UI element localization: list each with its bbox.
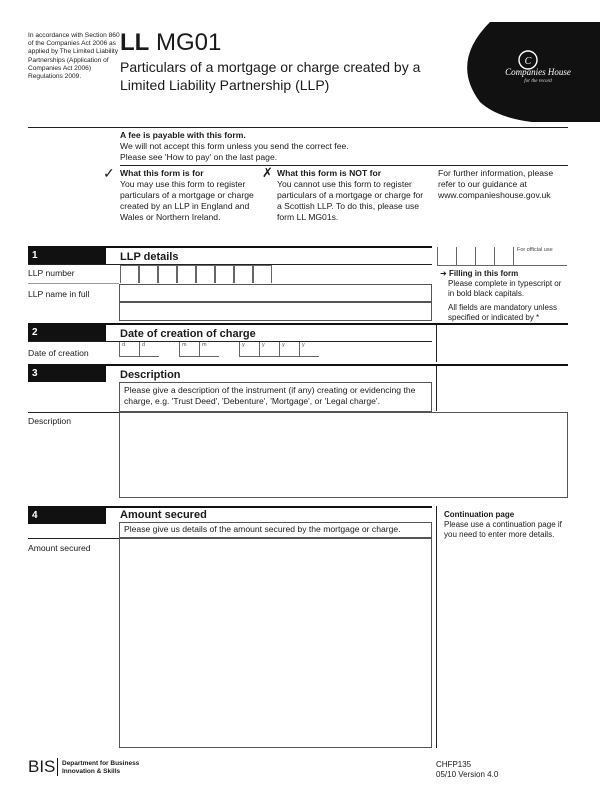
- form-not-for-heading: What this form is NOT for: [277, 168, 382, 178]
- date-cell[interactable]: y: [239, 342, 259, 356]
- amount-instruction: [119, 522, 432, 538]
- logo-name: Companies House: [505, 67, 571, 77]
- description-label: Description: [28, 416, 71, 426]
- description-instruction: [119, 382, 432, 412]
- continuation-heading: Continuation page: [444, 510, 515, 519]
- date-of-creation-input[interactable]: [119, 342, 319, 358]
- filling-text: Please complete in typescript or in bold black capitals.: [448, 279, 562, 298]
- continuation-text: Please use a continuation page if you need to enter more details.: [444, 520, 562, 539]
- section-rule: [28, 323, 568, 325]
- llp-name-label: LLP name in full: [28, 289, 90, 299]
- date-cell[interactable]: y: [259, 342, 279, 356]
- section-2-title: Date of creation of charge: [120, 328, 256, 340]
- divider: [28, 283, 119, 284]
- department-name: [62, 760, 139, 775]
- filling-guidance: [440, 269, 568, 323]
- form-prefix: LL: [120, 29, 150, 56]
- section-3-number: 3: [28, 366, 106, 382]
- section-3-title: Description: [120, 369, 181, 381]
- fee-heading: A fee is payable with this form.: [120, 130, 246, 140]
- cross-mark-icon: ✗: [262, 165, 273, 180]
- form-for-text: You may use this form to register particulars of a mortgage or charge created by an LLP in England and Wales or Northern Ireland.: [120, 179, 254, 222]
- section-2-number: 2: [28, 325, 106, 341]
- section-4-number: 4: [28, 508, 106, 524]
- divider: [28, 127, 568, 128]
- logo-tagline: for the record: [524, 79, 552, 84]
- continuation-guidance: [444, 510, 568, 540]
- form-not-for: [277, 168, 427, 223]
- svg-text:C: C: [524, 56, 532, 67]
- arrow-right-icon: ➜: [440, 269, 447, 278]
- legal-note: In accordance with Section 860 of the Companies Act 2006 as applied by The Limited Liability Partnerships (Application of Companies Act 2006) Regulations 2009.: [28, 32, 120, 81]
- date-cell[interactable]: d: [119, 342, 139, 356]
- description-instruction-text: Please give a description of the instrument (if any) creating or evidencing the charge, e.g. 'Trust Deed', 'Debenture', 'Mortgage', or 'Legal charge'.: [124, 385, 416, 406]
- mandatory-note: All fields are mandatory unless specified or indicated by *: [448, 303, 557, 322]
- check-mark-icon: ✓: [103, 165, 115, 181]
- divider: [436, 366, 437, 411]
- llp-number-label: LLP number: [28, 268, 75, 278]
- amount-secured-label: Amount secured: [28, 543, 91, 553]
- section-4-title: Amount secured: [120, 509, 207, 521]
- amount-secured-field[interactable]: [119, 538, 432, 748]
- filling-heading: Filling in this form: [448, 269, 519, 278]
- form-reference: [436, 760, 498, 780]
- divider: [57, 758, 58, 776]
- divider: [436, 506, 437, 748]
- fee-notice: [120, 130, 440, 163]
- section-1-number: 1: [28, 248, 106, 264]
- further-info: For further information, please refer to our guidance at www.companieshouse.gov.uk: [438, 168, 554, 200]
- form-version: 05/10 Version 4.0: [436, 770, 499, 779]
- date-label: Date of creation: [28, 348, 89, 358]
- llp-name-field-1[interactable]: [119, 284, 432, 302]
- form-for-heading: What this form is for: [120, 168, 204, 178]
- form-ref: CHFP135: [436, 760, 472, 769]
- divider: [120, 165, 568, 166]
- department-name-line1: Department for Business: [62, 760, 140, 767]
- section-1-title: LLP details: [120, 251, 179, 263]
- date-cell[interactable]: y: [299, 342, 319, 356]
- companies-house-logo: [450, 22, 600, 122]
- divider: [436, 325, 437, 362]
- fee-line2: Please see 'How to pay' on the last page.: [120, 152, 278, 162]
- llp-number-input[interactable]: [120, 265, 280, 284]
- official-use-box: [437, 247, 567, 265]
- date-cell[interactable]: d: [139, 342, 159, 356]
- amount-instruction-text: Please give us details of the amount secured by the mortgage or charge.: [124, 524, 401, 534]
- date-cell[interactable]: y: [279, 342, 299, 356]
- form-code: [120, 30, 221, 56]
- official-use-label: For official use: [517, 247, 553, 253]
- department-name-line2: Innovation & Skills: [62, 767, 121, 775]
- description-field[interactable]: [119, 412, 568, 498]
- form-for: [120, 168, 270, 223]
- form-not-for-text: You cannot use this form to register particulars of a mortgage or charge for a Scottish LLP. To do this, please use form LL MG01s.: [277, 179, 424, 222]
- section-rule: [28, 364, 568, 366]
- date-cell[interactable]: m: [179, 342, 199, 356]
- llp-name-field-2[interactable]: [119, 302, 432, 321]
- bis-logo: BIS: [28, 757, 56, 776]
- fee-line1: We will not accept this form unless you send the correct fee.: [120, 141, 349, 151]
- form-code-number: MG01: [156, 29, 222, 56]
- form-title: Particulars of a mortgage or charge created by a Limited Liability Partnership (LLP): [120, 59, 421, 93]
- date-cell[interactable]: m: [199, 342, 219, 356]
